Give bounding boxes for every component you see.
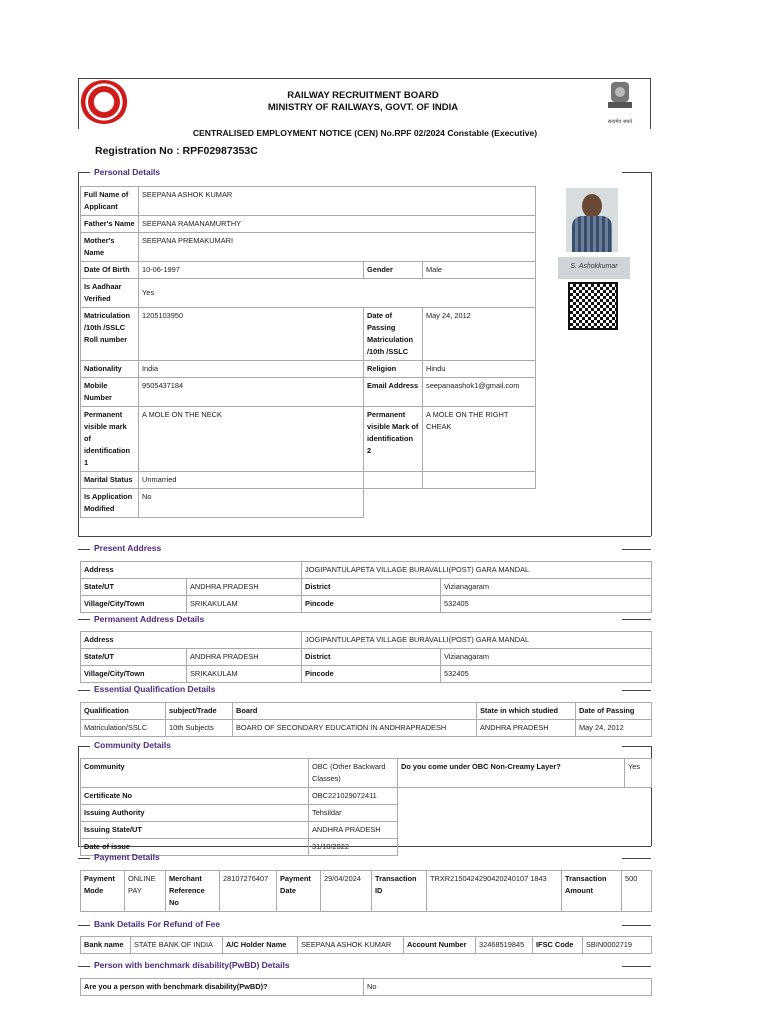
section-payment: Payment Details — [94, 852, 160, 862]
qual-header-board: Board — [233, 703, 477, 720]
label-religion: Religion — [364, 361, 423, 378]
cert-value: OBC221029072411 — [309, 788, 398, 805]
payment-mode-label: Payment Mode — [81, 871, 125, 912]
value-marital: Unmarried — [139, 472, 364, 489]
value-aadhaar: Yes — [139, 279, 536, 308]
label-matric-date: Date of Passing Matriculation /10th /SSLC — [364, 308, 423, 361]
qual-date: May 24, 2012 — [576, 720, 652, 737]
permanent-district: Vizianagaram — [441, 649, 652, 666]
ifsc-label: IFSC Code — [533, 937, 583, 954]
label-matric: Matriculation /10th /SSLC Roll number — [81, 308, 139, 361]
org-title: RAILWAY RECRUITMENT BOARD — [287, 90, 439, 101]
label-mark2: Permanent visible Mark of identification 2 — [364, 407, 423, 472]
ifsc-code: SBIN0002719 — [583, 937, 652, 954]
label-marital: Marital Status — [81, 472, 139, 489]
emblem-icon — [605, 80, 635, 114]
qr-code — [568, 282, 618, 330]
cert-label: Certificate No — [81, 788, 309, 805]
emblem-motto: सत्यमेव जयते — [607, 119, 633, 125]
section-pwbd: Person with benchmark disability(PwBD) Details — [94, 960, 290, 970]
qualification-table — [80, 702, 652, 737]
community-table — [80, 758, 652, 856]
present-address-label: Address — [81, 562, 302, 579]
creamy-value: Yes — [625, 759, 652, 788]
qual-header-qualification: Qualification — [81, 703, 166, 720]
permanent-district-label: District — [302, 649, 441, 666]
permanent-pincode: 532405 — [441, 666, 652, 683]
value-dob: 10-06-1997 — [139, 262, 364, 279]
permanent-village-label: Village/City/Town — [81, 666, 187, 683]
pwbd-value: No — [364, 979, 652, 996]
permanent-village: SRIKAKULAM — [187, 666, 302, 683]
payment-mode: ONLINE PAY — [125, 871, 166, 912]
label-nationality: Nationality — [81, 361, 139, 378]
value-mother: SEEPANA PREMAKUMARI — [139, 233, 536, 262]
section-personal: Personal Details — [94, 167, 161, 177]
transaction-id-label: Transaction ID — [372, 871, 427, 912]
merchant-ref-label: Merchant Reference No — [166, 871, 220, 912]
community-label: Community — [81, 759, 309, 788]
permanent-table — [80, 631, 652, 683]
payment-date-label: Payment Date — [277, 871, 321, 912]
present-pincode-label: Pincode — [302, 596, 441, 613]
value-gender: Male — [423, 262, 536, 279]
pwbd-label: Are you a person with benchmark disability(PwBD)? — [81, 979, 364, 996]
value-modified: No — [139, 489, 364, 518]
creamy-label: Do you come under OBC Non-Creamy Layer? — [398, 759, 625, 788]
qual-qualification: Matriculation/SSLC — [81, 720, 166, 737]
present-pincode: 532405 — [441, 596, 652, 613]
value-matric-date: May 24, 2012 — [423, 308, 536, 361]
present-state: ANDHRA PRADESH — [187, 579, 302, 596]
section-bank: Bank Details For Refund of Fee — [94, 919, 221, 929]
org-ministry: MINISTRY OF RAILWAYS, GOVT. OF INDIA — [267, 102, 459, 113]
present-district: Vizianagaram — [441, 579, 652, 596]
qual-header-subject: subject/Trade — [166, 703, 233, 720]
qual-board: BOARD OF SECONDARY EDUCATION IN ANDHRAPRADESH — [233, 720, 477, 737]
permanent-address: JOGIPANTULAPETA VILLAGE BURAVALLI(POST) GARA MANDAL — [302, 632, 652, 649]
merchant-ref: 28107276407 — [220, 871, 277, 912]
present-district-label: District — [302, 579, 441, 596]
label-father: Father's Name — [81, 216, 139, 233]
issue-date-value: 31/10/2022 — [309, 839, 398, 856]
value-full-name: SEEPANA ASHOK KUMAR — [139, 187, 536, 216]
qual-header-state: State in which studied — [477, 703, 576, 720]
payment-date: 29/04/2024 — [321, 871, 372, 912]
transaction-amount: 500 — [622, 871, 652, 912]
section-community: Community Details — [94, 740, 171, 750]
permanent-state-label: State/UT — [81, 649, 187, 666]
account-number: 32468519845 — [476, 937, 533, 954]
holder-label: A/C Holder Name — [223, 937, 298, 954]
permanent-pincode-label: Pincode — [302, 666, 441, 683]
issuing-state-value: ANDHRA PRADESH — [309, 822, 398, 839]
value-email: seepanaashok1@gmail.com — [423, 378, 536, 407]
label-mark1: Permanent visible mark of identification 1 — [81, 407, 139, 472]
label-modified: Is Application Modified — [81, 489, 139, 518]
value-mark2: A MOLE ON THE RIGHT CHEAK — [423, 407, 536, 472]
signature-text: S. Ashokkumar — [570, 263, 618, 270]
label-full-name: Full Name of Applicant — [81, 187, 139, 216]
present-village-label: Village/City/Town — [81, 596, 187, 613]
applicant-signature — [558, 257, 630, 279]
authority-label: Issuing Authority — [81, 805, 309, 822]
value-father: SEEPANA RAMANAMURTHY — [139, 216, 536, 233]
qual-subject: 10th Subjects — [166, 720, 233, 737]
label-aadhaar: Is Aadhaar Verified — [81, 279, 139, 308]
holder-name: SEEPANA ASHOK KUMAR — [298, 937, 404, 954]
value-mobile: 9505437184 — [139, 378, 364, 407]
permanent-state: ANDHRA PRADESH — [187, 649, 302, 666]
permanent-address-label: Address — [81, 632, 302, 649]
personal-table — [80, 186, 536, 518]
present-table — [80, 561, 652, 613]
section-permanent: Permanent Address Details — [94, 614, 205, 624]
issue-date-label: Date of issue — [81, 839, 309, 856]
value-religion: Hindu — [423, 361, 536, 378]
railway-logo — [80, 80, 128, 124]
qual-header-date: Date of Passing — [576, 703, 652, 720]
label-dob: Date Of Birth — [81, 262, 139, 279]
value-matric: 1205103950 — [139, 308, 364, 361]
present-state-label: State/UT — [81, 579, 187, 596]
authority-value: Tehsildar — [309, 805, 398, 822]
value-nationality: India — [139, 361, 364, 378]
present-village: SRIKAKULAM — [187, 596, 302, 613]
pwbd-table — [80, 978, 652, 996]
bank-name-label: Bank name — [81, 937, 131, 954]
section-qualification: Essential Qualification Details — [94, 684, 216, 694]
present-address: JOGIPANTULAPETA VILLAGE BURAVALLI(POST) GARA MANDAL — [302, 562, 652, 579]
transaction-id: TRXR2150424290420240107 1843 — [427, 871, 562, 912]
national-emblem — [602, 80, 638, 124]
community-value: OBC (Other Backward Classes) — [309, 759, 398, 788]
applicant-photo — [566, 188, 618, 252]
label-mother: Mother's Name — [81, 233, 139, 262]
section-present: Present Address — [94, 543, 162, 553]
account-label: Account Number — [404, 937, 476, 954]
label-email: Email Address — [364, 378, 423, 407]
registration-number: Registration No : RPF02987353C — [95, 145, 258, 157]
payment-table — [80, 870, 652, 912]
transaction-amount-label: Transaction Amount — [562, 871, 622, 912]
bank-table — [80, 936, 652, 954]
label-mobile: Mobile Number — [81, 378, 139, 407]
qual-state: ANDHRA PRADESH — [477, 720, 576, 737]
notice-title: CENTRALISED EMPLOYMENT NOTICE (CEN) No.RPF 02/2024 Constable (Executive) — [192, 128, 538, 138]
issuing-state-label: Issuing State/UT — [81, 822, 309, 839]
value-mark1: A MOLE ON THE NECK — [139, 407, 364, 472]
bank-name: STATE BANK OF INDIA — [131, 937, 223, 954]
label-gender: Gender — [364, 262, 423, 279]
